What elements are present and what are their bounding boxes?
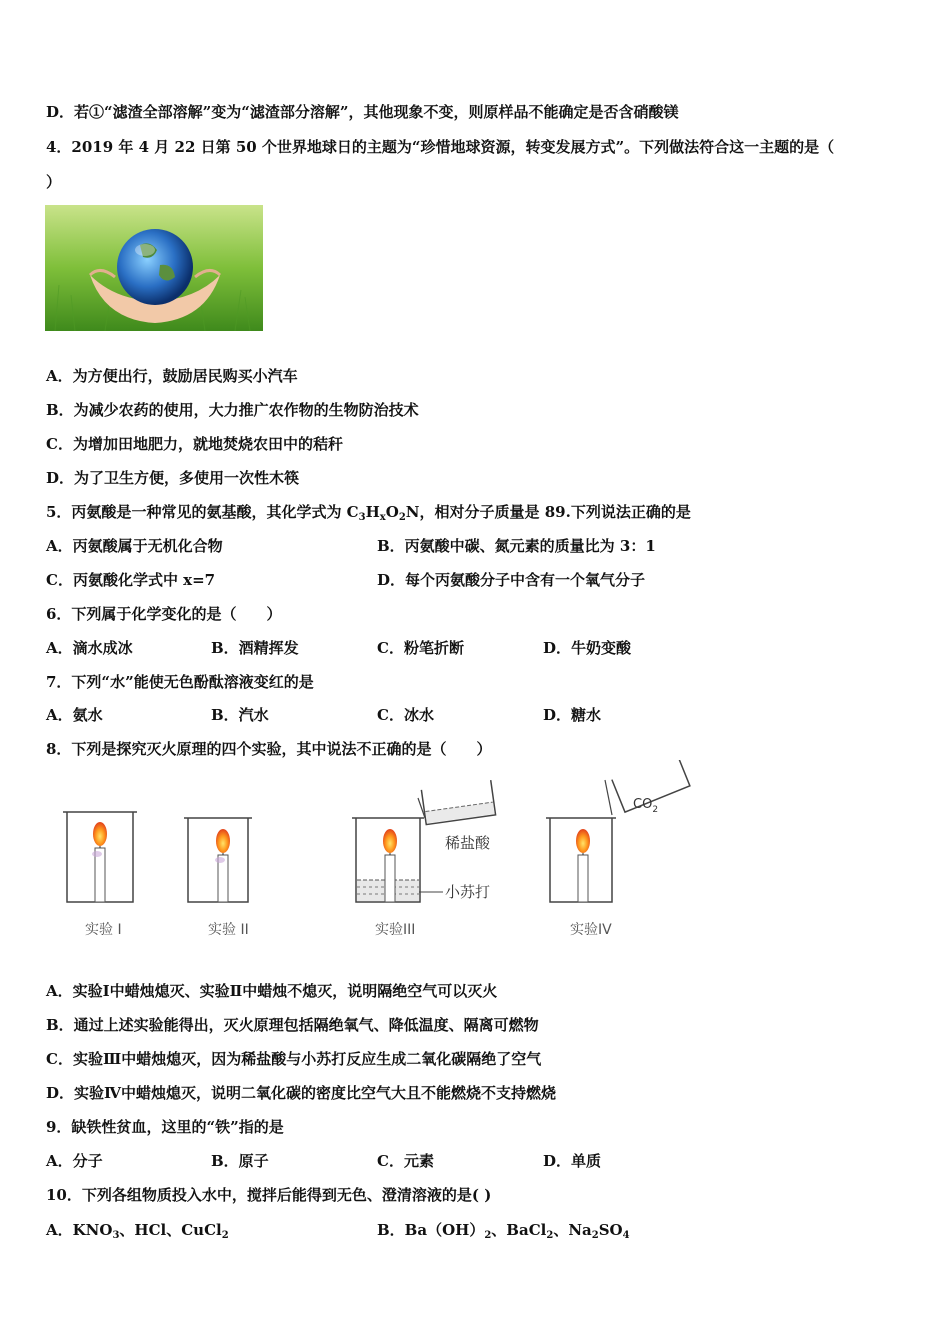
- q6-option-c: C．粉笔折断: [377, 639, 464, 657]
- co2-label: $CO_2$: [633, 797, 659, 815]
- q9-stem: 9．缺铁性贫血，这里的“铁”指的是: [46, 1118, 284, 1136]
- q8-option-d: D．实验Ⅳ中蜡烛熄灭，说明二氧化碳的密度比空气大且不能燃烧不支持燃烧: [46, 1084, 557, 1102]
- q5-stem: 5．丙氨酸是一种常见的氨基酸，其化学式为 $C_3H_xO_2N$，相对分子质量是 89.下列说法正确的是: [46, 503, 691, 523]
- experiment-2-label: 实验 II: [208, 922, 249, 938]
- q8-option-a: A．实验Ⅰ中蜡烛熄灭、实验Ⅱ中蜡烛不熄灭，说明隔绝空气可以灭火: [46, 982, 498, 1000]
- experiment-1-beaker: [63, 812, 137, 902]
- q9-option-d: D．单质: [543, 1152, 602, 1170]
- q7-stem: 7．下列“水”能使无色酚酞溶液变红的是: [46, 673, 314, 691]
- baking-soda-label: 小苏打: [445, 883, 491, 901]
- q5-option-d: D．每个丙氨酸分子中含有一个氧气分子: [377, 571, 646, 589]
- q9-option-c: C．元素: [377, 1152, 434, 1170]
- q6-stem: 6．下列属于化学变化的是（ ）: [46, 605, 282, 623]
- experiment-3-label: 实验III: [375, 922, 416, 938]
- q8-stem: 8．下列是探究灭火原理的四个实验，其中说法不正确的是（ ）: [46, 740, 492, 758]
- q7-option-c: C．冰水: [377, 706, 434, 724]
- candle-experiments-figure: [45, 760, 745, 950]
- q7-option-d: D．糖水: [543, 706, 602, 724]
- q8-option-b: B．通过上述实验能得出，灭火原理包括隔绝氧气、降低温度、隔离可燃物: [46, 1016, 539, 1034]
- q5-option-a: A．丙氨酸属于无机化合物: [46, 537, 223, 555]
- earth-in-hands-image: [45, 205, 263, 331]
- q4-stem-end: ）: [46, 173, 62, 191]
- q7-option-b: B．汽水: [211, 706, 269, 724]
- q4-option-b: B．为减少农药的使用，大力推广农作物的生物防治技术: [46, 401, 419, 419]
- q10-option-a: A．$KNO_3$、HCl、CuCl$_2$: [46, 1221, 229, 1241]
- q4-option-c: C．为增加田地肥力，就地焚烧农田中的秸秆: [46, 435, 343, 453]
- q9-option-a: A．分子: [46, 1152, 103, 1170]
- q9-option-b: B．原子: [211, 1152, 269, 1170]
- q5-option-c: C．丙氨酸化学式中 x=7: [46, 571, 216, 589]
- q7-option-a: A．氨水: [46, 706, 103, 724]
- experiment-4-label: 实验IV: [570, 922, 612, 938]
- q3-option-d: D．若①“滤渣全部溶解”变为“滤渣部分溶解”，其他现象不变，则原样品不能确定是否含硝酸镁: [46, 103, 679, 121]
- experiment-4-beaker: [546, 760, 690, 902]
- q4-option-a: A．为方便出行，鼓励居民购买小汽车: [46, 367, 298, 385]
- q10-stem: 10．下列各组物质投入水中，搅拌后能得到无色、澄清溶液的是( ): [46, 1186, 492, 1204]
- q4-option-d: D．为了卫生方便，多使用一次性木筷: [46, 469, 300, 487]
- q5-option-b: B．丙氨酸中碳、氮元素的质量比为 3：1: [377, 537, 656, 555]
- q4-stem: 4．2019 年 4 月 22 日第 50 个世界地球日的主题为“珍惜地球资源，转变发展方式”。下列做法符合这一主题的是（: [46, 138, 835, 156]
- experiment-2-beaker: [184, 818, 252, 902]
- q6-option-a: A．滴水成冰: [46, 639, 133, 657]
- dilute-hcl-label: 稀盐酸: [445, 834, 491, 852]
- q10-option-b: B．$Ba(OH)_2$、BaCl$_2$、$Na_2SO_4$: [377, 1221, 630, 1241]
- experiment-1-label: 实验 I: [85, 922, 122, 938]
- q6-option-b: B．酒精挥发: [211, 639, 299, 657]
- q8-option-c: C．实验Ⅲ中蜡烛熄灭，因为稀盐酸与小苏打反应生成二氧化碳隔绝了空气: [46, 1050, 542, 1068]
- q6-option-d: D．牛奶变酸: [543, 639, 632, 657]
